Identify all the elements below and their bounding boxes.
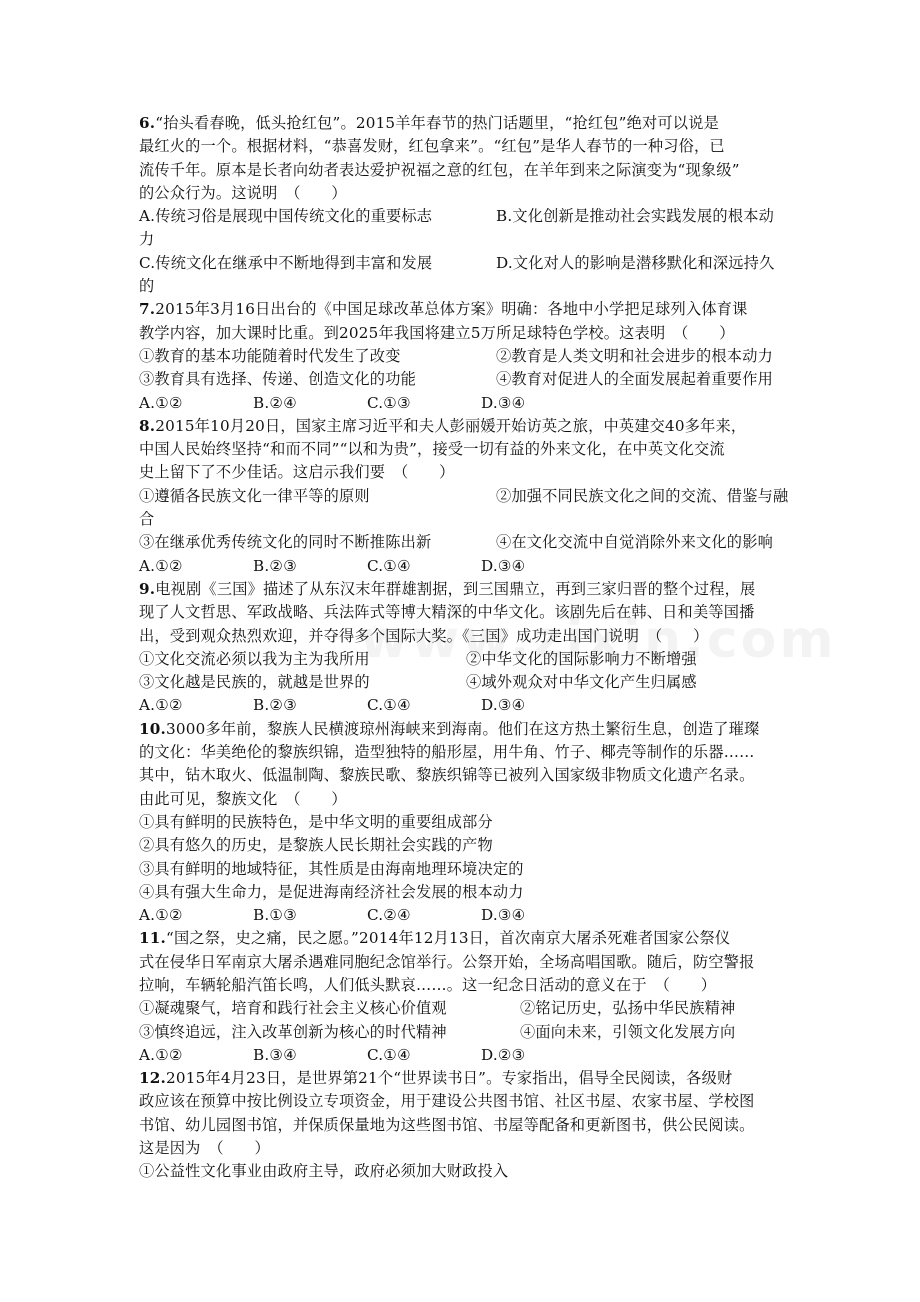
choice-d: D.②③ bbox=[481, 1045, 526, 1064]
question-stem-line: 11.“国之祭，史之痛，民之愿。”2014年12月13日，首次南京大屠杀死难者国家公祭仪 bbox=[139, 929, 731, 948]
choice-b: B.③④ bbox=[253, 1045, 298, 1064]
statement-2: ②加强不同民族文化之间的交流、借鉴与融 bbox=[496, 486, 789, 505]
question-stem-line: 出，受到观众热烈欢迎，并夺得多个国际大奖。《三国》成功走出国门说明 （ ） bbox=[139, 626, 709, 645]
question-number: 7. bbox=[139, 300, 156, 319]
question-6 bbox=[139, 112, 794, 298]
choice-d: D.③④ bbox=[481, 696, 526, 715]
question-stem-line: 的文化：华美绝伦的黎族织锦，造型独特的船形屋，用牛角、竹子、椰壳等制作的乐器…… bbox=[139, 743, 755, 762]
statement-2-continuation: 合 bbox=[139, 510, 155, 529]
option-a: A.传统习俗是展现中国传统文化的重要标志 bbox=[139, 207, 433, 226]
question-stem-line: 9.电视剧《三国》描述了从东汉末年群雄割据，到三国鼎立，再到三家归晋的整个过程，展 bbox=[139, 579, 756, 598]
answer-choices bbox=[139, 1044, 794, 1067]
answer-choices bbox=[139, 694, 794, 717]
choice-b: B.②③ bbox=[253, 696, 298, 715]
statement-1: ①具有鲜明的民族特色，是中华文明的重要组成部分 bbox=[139, 812, 493, 831]
choice-d: D.③④ bbox=[481, 393, 526, 412]
answer-choices bbox=[139, 555, 794, 578]
question-stem-line: 10.3000多年前，黎族人民横渡琼州海峡来到海南。他们在这方热土繁衍生息，创造了璀璨 bbox=[139, 719, 760, 738]
choice-b: B.②③ bbox=[253, 556, 298, 575]
statement-row bbox=[139, 1021, 794, 1044]
question-stem-line: 教学内容，加大课时比重。到2025年我国将建立5万所足球特色学校。这表明 （ ） bbox=[139, 323, 735, 342]
statement-4: ④面向未来，引领文化发展方向 bbox=[520, 1022, 736, 1041]
statement-row bbox=[139, 345, 794, 368]
statement-row bbox=[139, 671, 794, 694]
question-stem-line: 流传千年。原本是长者向幼者表达爱护祝福之意的红包，在羊年到来之际演变为“现象级” bbox=[139, 160, 740, 179]
option-d-continuation: 的 bbox=[139, 277, 155, 296]
choice-a: A.①② bbox=[139, 556, 183, 575]
option-c: C.传统文化在继承中不断地得到丰富和发展 bbox=[139, 253, 433, 272]
choice-c: C.①④ bbox=[367, 556, 411, 575]
question-stem-line: 中国人民始终坚持“和而不同”“以和为贵”，接受一切有益的外来文化，在中英文化交流 bbox=[139, 440, 725, 459]
choice-b: B.②④ bbox=[253, 393, 298, 412]
statement-row bbox=[139, 648, 794, 671]
question-7 bbox=[139, 298, 794, 414]
question-stem-line: 6.“抬头看春晚，低头抢红包”。2015羊年春节的热门话题里，“抢红包”绝对可以说是 bbox=[139, 114, 719, 132]
answer-choices bbox=[139, 392, 794, 415]
option-row bbox=[139, 252, 794, 275]
choice-c: C.①③ bbox=[367, 393, 411, 412]
question-number: 9. bbox=[139, 579, 156, 598]
question-stem-line: 书馆、幼儿园图书馆，并保质保量地为这些图书馆、书屋等配备和更新图书，供公民阅读。 bbox=[139, 1115, 755, 1134]
statement-3: ③在继承优秀传统文化的同时不断推陈出新 bbox=[139, 533, 432, 552]
choice-b: B.①③ bbox=[253, 906, 298, 925]
choice-a: A.①② bbox=[139, 393, 183, 412]
statement-4: ④教育对促进人的全面发展起着重要作用 bbox=[496, 370, 773, 389]
statement-2: ②教育是人类文明和社会进步的根本动力 bbox=[496, 346, 773, 365]
choice-d: D.③④ bbox=[481, 556, 526, 575]
question-number: 11. bbox=[139, 929, 167, 948]
statement-3: ③文化越是民族的，就越是世界的 bbox=[139, 673, 370, 692]
question-stem-line: 史上留下了不少佳话。这启示我们要 （ ） bbox=[139, 463, 455, 482]
question-stem-line: 7.2015年3月16日出台的《中国足球改革总体方案》明确：各地中小学把足球列入体育课 bbox=[139, 300, 748, 319]
question-12 bbox=[139, 1067, 794, 1183]
choice-c: C.①④ bbox=[367, 1045, 411, 1064]
statement-4: ④具有强大生命力，是促进海南经济社会发展的根本动力 bbox=[139, 882, 524, 901]
choice-a: A.①② bbox=[139, 696, 183, 715]
question-stem-line: 拉响，车辆轮船汽笛长鸣，人们低头默哀……。这一纪念日活动的意义在于 （ ） bbox=[139, 975, 717, 994]
question-list bbox=[139, 112, 794, 1184]
question-10 bbox=[139, 718, 794, 928]
choice-a: A.①② bbox=[139, 1045, 183, 1064]
statement-2: ②具有悠久的历史，是黎族人民长期社会实践的产物 bbox=[139, 836, 493, 855]
question-stem-line: 最红火的一个。根据材料，“恭喜发财，红包拿来”。“红包”是华人春节的一种习俗，已 bbox=[139, 137, 725, 156]
statement-row bbox=[139, 531, 794, 554]
option-b: B.文化创新是推动社会实践发展的根本动 bbox=[496, 207, 774, 226]
question-stem-line: 这是因为 （ ） bbox=[139, 1139, 270, 1158]
statement-1: ①教育的基本功能随着时代发生了改变 bbox=[139, 346, 401, 365]
statement-1: ①文化交流必须以我为主为我所用 bbox=[139, 649, 370, 668]
question-stem-line: 12.2015年4月23日，是世界第21个“世界读书日”。专家指出，倡导全民阅读，各级财 bbox=[139, 1069, 733, 1088]
question-number: 12. bbox=[139, 1069, 167, 1088]
statement-row bbox=[139, 368, 794, 391]
choice-c: C.①④ bbox=[367, 696, 411, 715]
statement-1: ①遵循各民族文化一律平等的原则 bbox=[139, 486, 370, 505]
choice-a: A.①② bbox=[139, 906, 183, 925]
statement-row bbox=[139, 485, 794, 508]
statement-3: ③教育具有选择、传递、创造文化的功能 bbox=[139, 370, 416, 389]
question-number: 10. bbox=[139, 719, 167, 738]
question-number: 8. bbox=[139, 416, 156, 435]
option-row bbox=[139, 205, 794, 228]
question-8 bbox=[139, 415, 794, 578]
statement-1: ①凝魂聚气，培育和践行社会主义核心价值观 bbox=[139, 999, 447, 1018]
question-stem-line: 由此可见，黎族文化 （ ） bbox=[139, 789, 347, 808]
question-stem-line: 现了人文哲思、军政战略、兵法阵式等博大精深的中华文化。该剧先后在韩、日和美等国播 bbox=[139, 603, 755, 622]
option-b-continuation: 力 bbox=[139, 230, 155, 249]
choice-d: D.③④ bbox=[481, 906, 526, 925]
statement-4: ④在文化交流中自觉消除外来文化的影响 bbox=[496, 533, 773, 552]
answer-choices bbox=[139, 904, 794, 927]
statement-3: ③具有鲜明的地域特征，其性质是由海南地理环境决定的 bbox=[139, 859, 524, 878]
question-number: 6. bbox=[139, 114, 156, 132]
statement-row bbox=[139, 997, 794, 1020]
question-11 bbox=[139, 927, 794, 1067]
statement-3: ③慎终追远，注入改革创新为核心的时代精神 bbox=[139, 1022, 447, 1041]
option-d: D.文化对人的影响是潜移默化和深远持久 bbox=[496, 253, 775, 272]
question-stem-line: 式在侵华日军南京大屠杀遇难同胞纪念馆举行。公祭开始，全场高唱国歌。随后，防空警报 bbox=[139, 952, 755, 971]
statement-4: ④域外观众对中华文化产生归属感 bbox=[466, 673, 697, 692]
question-stem-line: 其中，钻木取火、低温制陶、黎族民歌、黎族织锦等已被列入国家级非物质文化遗产名录。 bbox=[139, 766, 755, 785]
statement-2: ②铭记历史，弘扬中华民族精神 bbox=[520, 999, 736, 1018]
statement-1: ①公益性文化事业由政府主导，政府必须加大财政投入 bbox=[139, 1162, 509, 1181]
choice-c: C.②④ bbox=[367, 906, 411, 925]
question-stem-line: 的公众行为。这说明 （ ） bbox=[139, 183, 347, 202]
question-stem-line: 8.2015年10月20日，国家主席习近平和夫人彭丽媛开始访英之旅，中英建交40多年来， bbox=[139, 416, 747, 435]
question-9 bbox=[139, 578, 794, 718]
statement-2: ②中华文化的国际影响力不断增强 bbox=[466, 649, 697, 668]
question-stem-line: 政应该在预算中按比例设立专项资金，用于建设公共图书馆、社区书屋、农家书屋、学校图 bbox=[139, 1092, 755, 1111]
